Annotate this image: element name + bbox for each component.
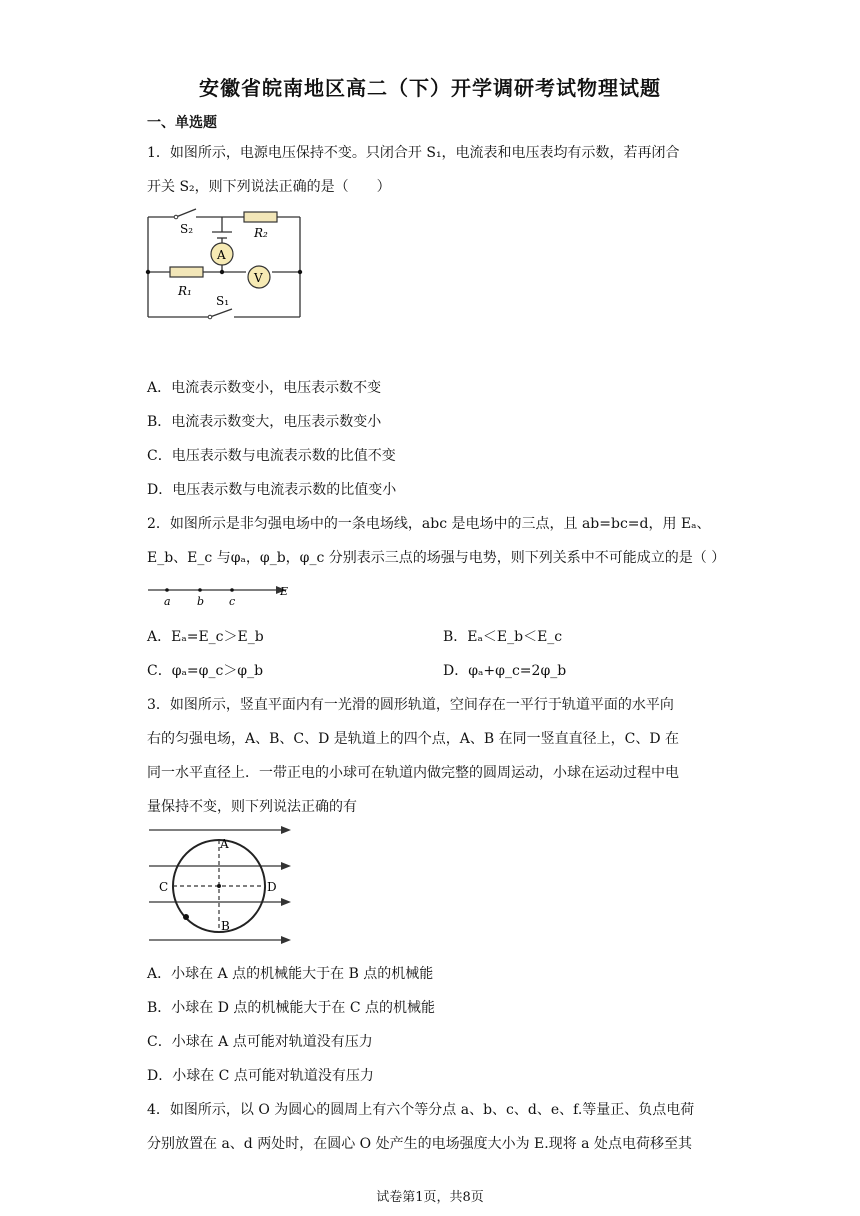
q4-line-2: 分别放置在 a、d 两处时，在圆心 O 处产生的电场强度大小为 E.现将 a 处点电荷移至其 (147, 1136, 692, 1152)
q2-field-line-diagram (140, 578, 300, 608)
q1-option-a: A．电流表示数变小，电压表示数不变 (147, 380, 382, 396)
q1-option-b: B．电流表示数变大，电压表示数变小 (147, 414, 382, 430)
q3-line-2: 右的匀强电场，A、B、C、D 是轨道上的四个点，A、B 在同一竖直直径上，C、D 在 (147, 731, 680, 747)
label-voltmeter: V (254, 271, 263, 285)
q2-line-1: 2．如图所示是非匀强电场中的一条电场线，abc 是电场中的三点，且 ab=bc=d，用 Eₐ、 (147, 516, 711, 532)
label-s2: S₂ (180, 222, 194, 236)
q1-line-2: 开关 S₂，则下列说法正确的是（ ） (147, 179, 391, 195)
q1-line-1: 1．如图所示，电源电压保持不变。只闭合开 S₁，电流表和电压表均有示数，若再闭合 (147, 145, 680, 161)
q2-option-d: D．φₐ+φ_c=2φ_b (443, 663, 567, 679)
q1-option-d: D．电压表示数与电流表示数的比值变小 (147, 482, 397, 498)
q2-line-2: E_b、E_c 与φₐ，φ_b，φ_c 分别表示三点的场强与电势，则下列关系中不可能成立的是（ ） (147, 550, 726, 566)
page-footer: 试卷第1页，共8页 (376, 1190, 484, 1205)
label-e: E (280, 585, 289, 598)
q1-option-c: C．电压表示数与电流表示数的比值不变 (147, 448, 396, 464)
label-ammeter: A (217, 248, 226, 262)
label-point-a: A (220, 837, 229, 851)
q3-line-4: 量保持不变，则下列说法正确的有 (147, 799, 357, 815)
label-s1: S₁ (216, 294, 230, 308)
section-heading: 一、单选题 (147, 115, 217, 131)
label-b: b (197, 595, 205, 608)
q3-line-3: 同一水平直径上．一带正电的小球可在轨道内做完整的圆周运动，小球在运动过程中电 (147, 765, 679, 781)
q4-line-1: 4．如图所示，以 O 为圆心的圆周上有六个等分点 a、b、c、d、e、f.等量正、负点电荷 (147, 1102, 695, 1118)
q3-circular-track-diagram (143, 824, 293, 946)
q3-option-b: B．小球在 D 点的机械能大于在 C 点的机械能 (147, 1000, 436, 1016)
label-c: c (229, 595, 236, 608)
label-r2: R₂ (254, 226, 268, 240)
q1-circuit-diagram (140, 205, 310, 327)
q2-option-c: C．φₐ=φ_c＞φ_b (147, 663, 264, 679)
q2-option-a: A．Eₐ=E_c＞E_b (147, 629, 264, 645)
label-point-d: D (267, 880, 277, 894)
q3-option-a: A．小球在 A 点的机械能大于在 B 点的机械能 (147, 966, 434, 982)
label-point-b: B (221, 919, 230, 933)
q3-option-c: C．小球在 A 点可能对轨道没有压力 (147, 1034, 373, 1050)
q2-option-b: B．Eₐ＜E_b＜E_c (443, 629, 563, 645)
label-point-c: C (159, 880, 169, 894)
exam-title: 安徽省皖南地区高二（下）开学调研考试物理试题 (199, 76, 661, 100)
label-r1: R₁ (178, 284, 192, 298)
q3-option-d: D．小球在 C 点可能对轨道没有压力 (147, 1068, 374, 1084)
q3-line-1: 3．如图所示，竖直平面内有一光滑的圆形轨道，空间存在一平行于轨道平面的水平向 (147, 697, 674, 713)
label-a: a (164, 595, 171, 608)
